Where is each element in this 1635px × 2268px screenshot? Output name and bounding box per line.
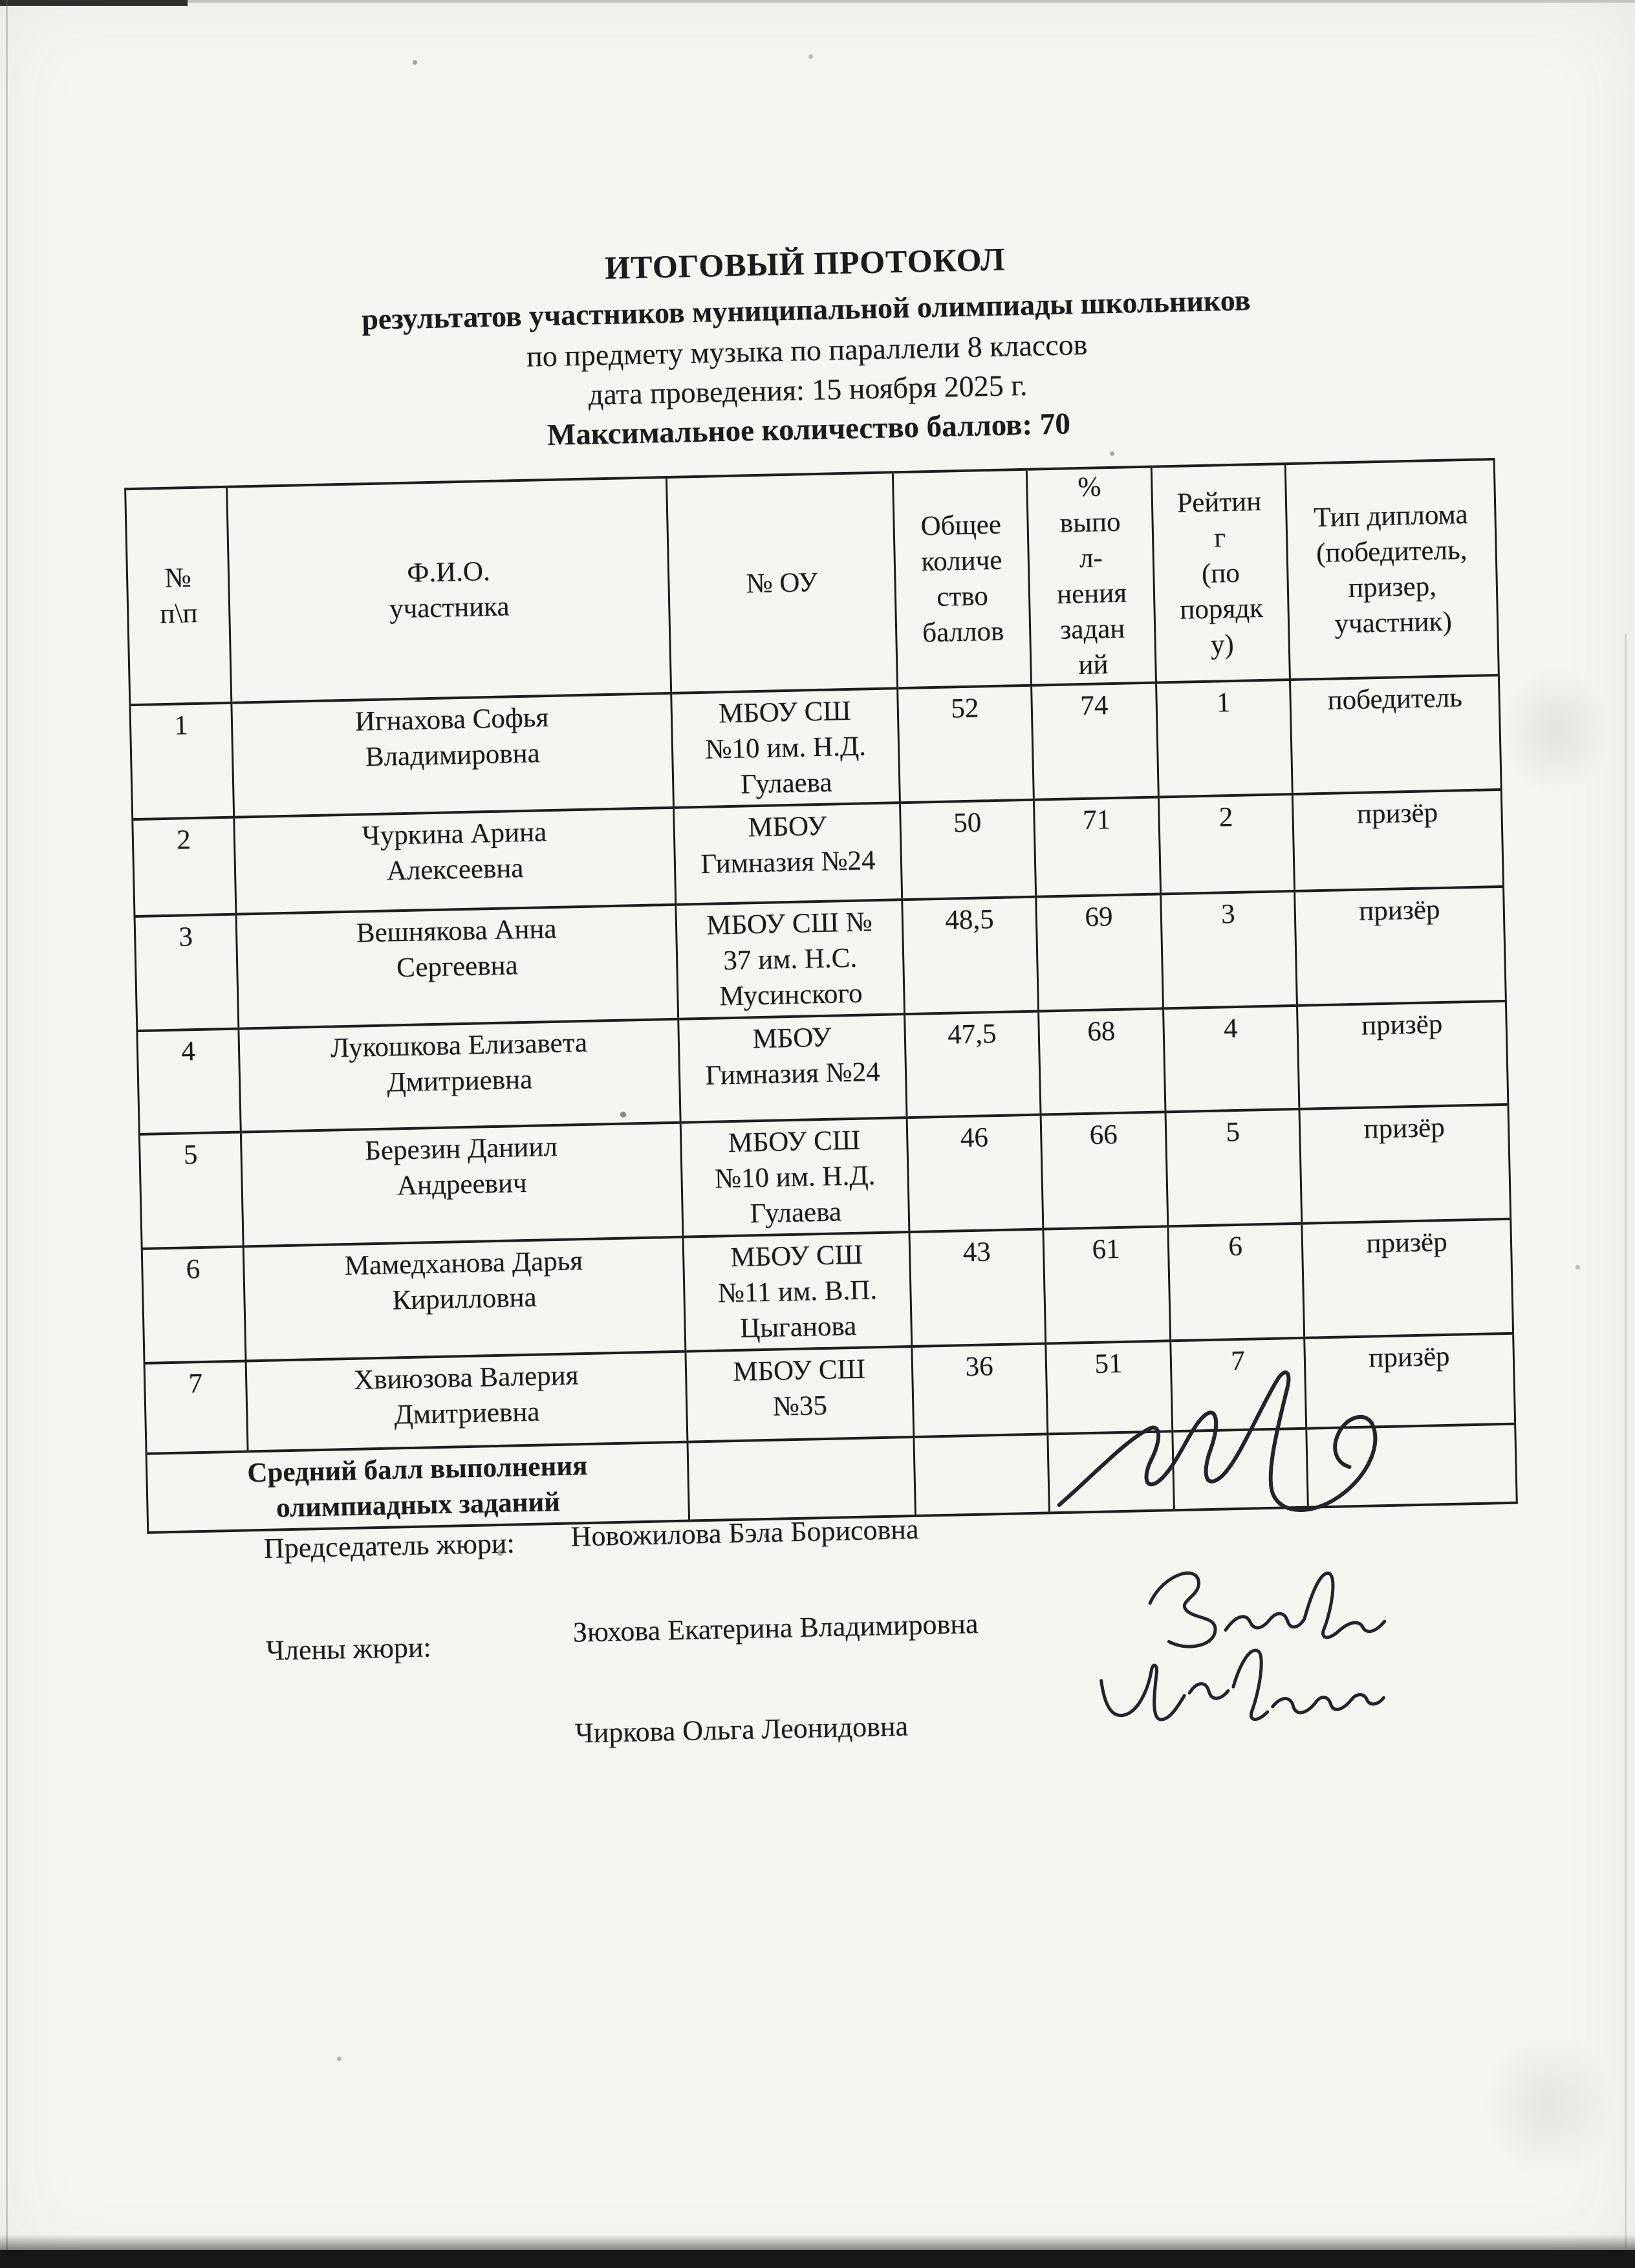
score-cell: 43 [909,1229,1046,1346]
score-cell: 46 [907,1115,1043,1232]
rank-cell: 3 [1161,891,1297,1008]
scan-ghost-smudge [1500,666,1610,795]
jury-member-name: Зюхова Екатерина Владимировна [572,1607,979,1648]
col-header-diploma: Тип диплома (победитель, призер, участник) [1285,459,1499,680]
col-header-school: № ОУ [666,472,897,693]
scan-edge-top [0,0,188,6]
col-header-index: № п\п [125,487,232,705]
col-header-score: Общее количе ство баллов [893,470,1031,688]
chairman-label: Председатель жюри: [263,1527,515,1564]
document-content [119,230,1525,1889]
school-cell: МБОУ СШ №11 им. В.П. Цыганова [683,1232,912,1352]
diploma-cell: призёр [1305,1334,1515,1429]
col-header-name: Ф.И.О. участника [227,477,671,703]
rank-cell: 5 [1165,1109,1302,1226]
subject-line: по предмету музыка по параллели 8 классов [526,327,1088,373]
diploma-cell: призёр [1302,1219,1513,1338]
school-cell: МБОУ СШ №10 им. Н.Д. Гулаева [680,1118,909,1237]
average-score-label: Средний балл выполнения олимпиадных заданий [146,1442,689,1533]
score-cell: 48,5 [902,897,1039,1014]
scan-edge-bottom [0,2250,1635,2268]
percent-cell: 71 [1034,797,1160,896]
row-number-cell: 6 [142,1247,246,1363]
participant-name-cell: Чуркина Арина Алексеевна [234,808,676,914]
school-cell: МБОУ СШ № 37 им. Н.С. Мусинского [676,900,905,1019]
percent-cell: 68 [1039,1008,1165,1114]
diploma-cell: призёр [1295,887,1506,1006]
school-cell: МБОУ СШ №35 [686,1346,914,1442]
row-number-cell: 2 [133,817,236,916]
rank-cell: 4 [1164,1006,1299,1112]
row-number-cell: 5 [139,1132,243,1249]
percent-cell: 74 [1032,683,1159,800]
max-score-line: Максимальное количество баллов: 70 [547,407,1071,452]
rank-cell: 2 [1158,794,1294,894]
members-label: Члены жюри: [265,1631,432,1667]
table-header-row [125,459,1499,705]
percent-cell: 66 [1041,1112,1168,1229]
jury-member-name: Чиркова Ольга Леонидовна [574,1710,909,1749]
participant-name-cell: Березин Даниил Андреевич [241,1123,683,1247]
document-header [119,230,1494,462]
school-cell: МБОУ Гимназия №24 [674,803,902,905]
percent-cell: 69 [1036,894,1164,1011]
school-cell: МБОУ СШ №10 им. Н.Д. Гулаева [671,688,900,808]
rank-cell: 6 [1168,1224,1305,1341]
empty-cell [688,1437,916,1521]
rank-cell: 1 [1156,680,1293,797]
scan-ghost-smudge [1481,2031,1617,2179]
score-cell: 50 [900,800,1035,900]
row-number-cell: 1 [130,703,234,819]
participant-name-cell: Игнахова Софья Владимировна [232,693,674,817]
chairman-name: Новожилова Бэла Борисовна [570,1513,919,1553]
date-line: дата проведения: 15 ноября 2025 г. [588,368,1028,411]
percent-cell: 51 [1046,1341,1173,1434]
percent-cell: 61 [1043,1226,1171,1343]
scan-dust-specks [0,0,2,2]
row-number-cell: 4 [137,1029,241,1134]
diploma-cell: призёр [1292,790,1503,891]
participant-name-cell: Лукошкова Елизавета Дмитриевна [239,1019,680,1132]
participant-name-cell: Хвиюзова Валерия Дмитриевна [246,1352,688,1452]
scan-edge-right [1625,634,1627,2249]
col-header-rank: Рейтин г (по порядк у) [1151,464,1290,682]
rank-cell: 7 [1171,1338,1306,1431]
document-subtitle: результатов участников муниципальной олимпиады школьников [361,283,1251,336]
chairman-signature [1052,1358,1418,1547]
empty-cell [914,1434,1050,1515]
row-number-cell: 7 [144,1361,248,1453]
score-cell: 36 [912,1344,1048,1437]
document-title: ИТОГОВЫЙ ПРОТОКОЛ [604,241,1006,286]
diploma-cell: призёр [1297,1001,1508,1109]
participant-name-cell: Мамедханова Дарья Кирилловна [243,1237,686,1361]
score-cell: 47,5 [905,1011,1041,1118]
diploma-cell: победитель [1290,675,1501,794]
diploma-cell: призёр [1299,1105,1511,1224]
jury-member-signature [1086,1634,1392,1764]
participant-name-cell: Вешнякова Анна Сергеевна [236,905,678,1029]
school-cell: МБОУ Гимназия №24 [678,1014,907,1123]
col-header-percent: % выпо л- нения задан ий [1026,467,1156,686]
scan-edge-left [6,0,8,2268]
row-number-cell: 3 [135,914,239,1031]
score-cell: 52 [898,686,1034,803]
